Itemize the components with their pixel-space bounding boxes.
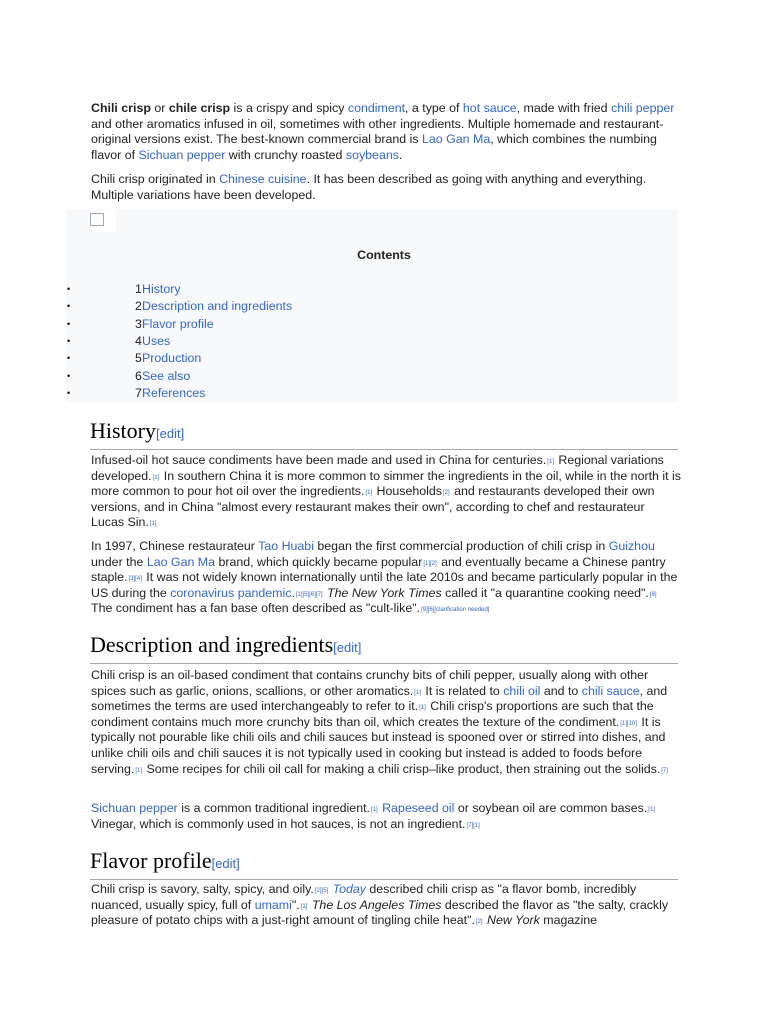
history-paragraph-2 — [91, 539, 681, 617]
toc-item-number: 6 — [135, 368, 142, 383]
citation-ref[interactable]: [8] — [649, 591, 657, 598]
text-run: , a type of — [405, 101, 463, 115]
edit-link-description[interactable]: [edit] — [333, 640, 362, 655]
toc-item-number: 1 — [135, 282, 142, 296]
toc-item-label[interactable]: See also — [142, 368, 191, 383]
citation-ref[interactable]: [1] — [135, 767, 143, 774]
toc-item-label[interactable]: References — [142, 385, 206, 400]
citation-ref[interactable]: [1] — [365, 490, 373, 497]
toc-item-references[interactable] — [0, 385, 400, 402]
heading-history-text: History — [90, 418, 156, 443]
history-paragraph-1 — [91, 453, 681, 531]
wiki-link[interactable]: chili pepper — [611, 101, 675, 115]
text-run: . — [291, 585, 295, 600]
citation-ref[interactable]: [1] — [547, 459, 554, 465]
wiki-link[interactable]: Guizhou — [608, 539, 655, 553]
citation-ref[interactable]: [2] — [443, 490, 450, 497]
wiki-link[interactable]: chili oil — [503, 683, 541, 698]
toc-item-number: 3 — [135, 316, 142, 331]
toc-item-uses[interactable] — [0, 333, 400, 350]
toc-toggle-checkbox[interactable] — [90, 213, 104, 226]
text-run: It is typically not pourable like chili oils and chili sauces but instead is spooned over or stirred into dishes, and unlike chili oils and chili sauces it is not typically used in cooking but instead is added to foods before serving. — [91, 714, 666, 776]
toc-item-number: 7 — [135, 385, 142, 400]
wiki-link[interactable]: soybeans — [345, 147, 399, 162]
wiki-link[interactable]: umami — [254, 897, 292, 912]
citation-ref[interactable]: [1] — [419, 705, 426, 712]
bullet-icon: • — [67, 301, 71, 312]
toc-item-history[interactable] — [0, 281, 400, 298]
toc-item-flavor-profile[interactable] — [0, 316, 400, 333]
text-run: and to — [540, 683, 582, 698]
edit-link-history[interactable]: [edit] — [156, 426, 185, 441]
bullet-icon: • — [67, 387, 71, 398]
text-run: and restaurants developed their own versions, and in China "almost every restaurant makes their own", according to chef and restaurateur Lucas Sin. — [91, 484, 655, 530]
wiki-link[interactable]: condiment — [347, 101, 406, 115]
citation-ref[interactable]: [1] — [152, 474, 160, 481]
toc-item-description-and-ingredients[interactable] — [0, 298, 400, 315]
bullet-icon: • — [67, 335, 71, 346]
toc-item-number: 4 — [135, 333, 142, 348]
text-run: is a common traditional ingredient. — [177, 801, 370, 815]
text-run: described chili crisp as "a flavor bomb, incredibly nuanced, usually spicy, full of — [91, 882, 637, 912]
citation-ref[interactable]: [1][2] — [423, 560, 437, 567]
text-run: Regional variations developed. — [91, 453, 664, 483]
citation-ref[interactable]: [1][5][6][7] — [295, 591, 323, 598]
citation-ref[interactable]: [1] — [300, 903, 308, 910]
text-run: Infused-oil hot sauce condiments have been made and used in China for centuries. — [91, 453, 547, 467]
text-run: . It has been described as going with anything and everything. Multiple variations have been developed. — [91, 172, 647, 202]
heading-description-text: Description and ingredients — [90, 632, 334, 657]
bullet-icon: • — [67, 370, 71, 381]
citation-ref[interactable]: [1] — [648, 807, 655, 813]
bold-term: Chili crisp — [91, 101, 151, 115]
heading-history — [90, 418, 678, 450]
toc-item-label[interactable]: History — [142, 282, 181, 296]
citation-ref[interactable]: [2] — [475, 919, 483, 926]
italic-text: New York — [487, 913, 540, 928]
text-run: Chili crisp's proportions are such that the condiment contains much more crunchy bits than oil, which creates the texture of the condiment. — [91, 699, 654, 729]
edit-link-flavor[interactable]: [edit] — [211, 856, 240, 871]
citation-ref[interactable]: [3][4] — [128, 576, 142, 583]
text-run: , made with fried — [516, 101, 611, 115]
wiki-link[interactable]: hot sauce — [462, 101, 517, 115]
toc-item-label[interactable]: Production — [142, 351, 202, 366]
citation-ref[interactable]: [1] — [370, 807, 378, 813]
text-run: and other aromatics infused in oil, sometimes with other ingredients. Multiple homemade and restaurant-original versions exist. The best-known commercial brand is — [91, 116, 664, 147]
text-run: or soybean oil are common bases. — [454, 801, 648, 815]
toc-title: Contents — [357, 248, 411, 262]
wiki-link[interactable]: Lao Gan Ma — [146, 554, 216, 569]
italic-text: The Los Angeles Times — [311, 897, 442, 912]
text-run: or — [150, 101, 169, 115]
wiki-link[interactable]: Sichuan pepper — [138, 147, 226, 162]
toc-item-production[interactable] — [0, 350, 400, 367]
text-run: . — [398, 147, 403, 162]
text-run: and eventually became a Chinese pantry staple. — [91, 554, 666, 585]
toc-item-number: 5 — [135, 351, 142, 366]
text-run: brand, which quickly became popular — [215, 554, 423, 569]
wiki-link[interactable]: Rapeseed oil — [382, 801, 455, 815]
text-run: under the — [91, 554, 147, 569]
text-run: It is related to — [421, 683, 504, 698]
wiki-link[interactable]: Lao Gan Ma — [422, 132, 491, 147]
text-run: with crunchy roasted — [225, 147, 346, 162]
citation-ref[interactable]: [1] — [414, 689, 421, 696]
citation-ref[interactable]: [2][5] — [314, 888, 329, 894]
citation-ref[interactable]: [1] — [149, 521, 157, 528]
text-run: Some recipes for chili oil call for making a chili crisp–like product, then straining out the solids. — [143, 761, 661, 776]
text-run: Households — [373, 484, 442, 499]
text-run: , and sometimes the terms are used interchangeably to refer to it. — [91, 683, 668, 714]
description-paragraph-2 — [91, 801, 681, 832]
text-run: The condiment has a fan base often described as "cult-like". — [91, 601, 421, 616]
toc-item-number: 2 — [135, 299, 142, 314]
toc-item-see-also[interactable] — [0, 368, 400, 385]
toc-item-label[interactable]: Uses — [142, 333, 171, 348]
citation-ref[interactable]: [7] — [661, 767, 668, 774]
text-run: Vinegar, which is commonly used in hot sauces, is not an ingredient. — [91, 816, 466, 831]
bold-term: chile crisp — [168, 101, 231, 115]
text-run: magazine — [539, 913, 598, 928]
citation-ref[interactable]: [9][6][clarification needed] — [421, 607, 490, 614]
citation-ref[interactable]: [7][1] — [466, 822, 480, 829]
text-run: described the flavor as "the salty, crackly pleasure of potato chips with a just-right amount of tingling chile heat". — [91, 897, 669, 928]
bullet-icon: • — [67, 284, 71, 294]
text-run: , which combines the numbing flavor of — [91, 132, 657, 162]
heading-flavor — [90, 848, 678, 880]
wiki-link[interactable]: Sichuan pepper — [91, 801, 178, 815]
text-run: is a crispy and spicy — [230, 101, 348, 115]
text-run: In southern China it is more common to simmer the ingredients in the oil, while in the north it is more common to pour hot oil over the ingredients. — [91, 468, 681, 499]
wiki-link[interactable]: coronavirus pandemic — [170, 585, 292, 600]
text-run: In 1997, Chinese restaurateur — [91, 539, 259, 553]
bullet-icon: • — [67, 353, 71, 364]
bullet-icon: • — [67, 318, 71, 329]
text-run: Chili crisp originated in — [91, 172, 220, 186]
heading-description — [90, 632, 678, 664]
wiki-link[interactable]: Today — [332, 882, 366, 896]
wiki-link[interactable]: Tao Huabi — [258, 539, 314, 553]
italic-text: The New York Times — [327, 585, 442, 600]
intro-paragraph-1 — [91, 101, 681, 163]
text-run: It was not widely known internationally until the late 2010s and became particularly popular in the US during the — [91, 570, 678, 600]
text-run: Chili crisp is an oil-based condiment that contains crunchy bits of chili pepper, usually along with other spices such as garlic, onions, scallions, or other aromatics. — [91, 668, 649, 698]
toc-item-label[interactable]: Flavor profile — [142, 316, 214, 331]
text-run: ". — [291, 897, 300, 912]
text-run: began the first commercial production of chili crisp in — [313, 539, 609, 553]
text-run: called it "a quarantine cooking need". — [441, 585, 649, 600]
toc-item-label[interactable]: Description and ingredients — [142, 299, 293, 314]
intro-paragraph-2 — [91, 172, 681, 203]
wiki-link[interactable]: Chinese cuisine — [219, 172, 307, 186]
flavor-paragraph-1 — [91, 882, 681, 929]
wiki-link[interactable]: chili sauce — [581, 683, 640, 698]
description-paragraph-1 — [91, 668, 681, 777]
text-run: Chili crisp is savory, salty, spicy, and oily. — [91, 882, 314, 896]
citation-ref[interactable]: [1][10] — [620, 720, 637, 727]
heading-flavor-text: Flavor profile — [90, 848, 212, 873]
